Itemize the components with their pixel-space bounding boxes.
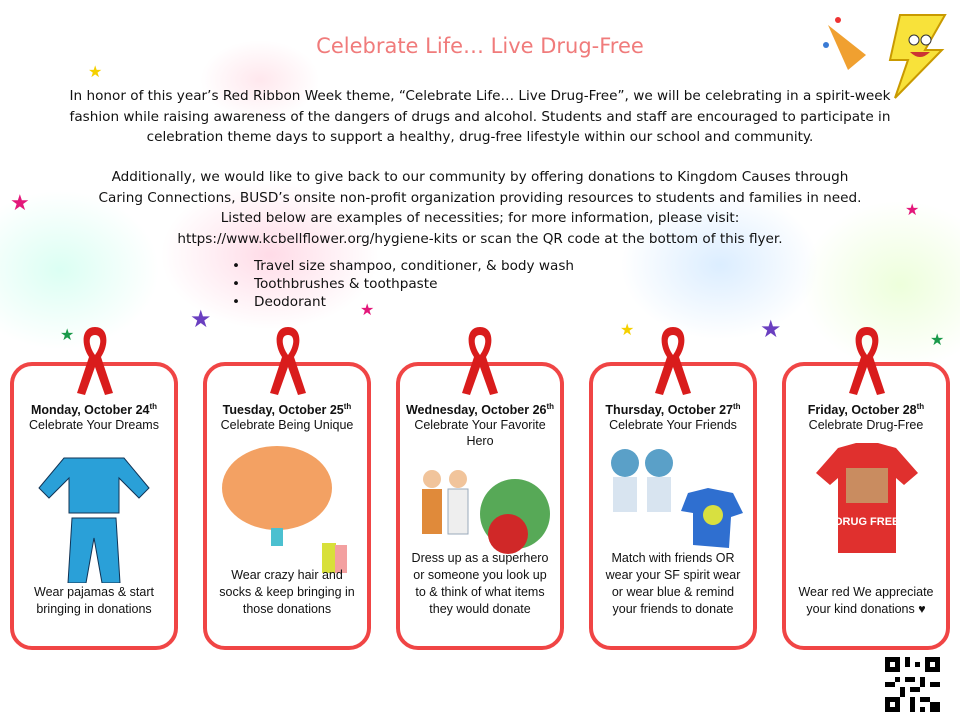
qr-code[interactable] bbox=[885, 657, 940, 712]
day-description: Wear pajamas & start bringing in donations bbox=[34, 585, 154, 616]
donation-paragraph bbox=[60, 167, 900, 249]
day-card-tuesday bbox=[203, 362, 371, 650]
day-theme: Celebrate Your Friends bbox=[609, 418, 737, 433]
donation-line: Caring Connections, BUSD’s onsite non-profit organization providing resources to students and families in need. bbox=[98, 189, 862, 206]
day-theme: Celebrate Your Favorite Hero bbox=[414, 418, 546, 449]
donation-link-line[interactable]: https://www.kcbellflower.org/hygiene-kits or scan the QR code at the bottom of this flyer. bbox=[177, 230, 783, 247]
donation-line: Additionally, we would like to give back to our community by offering donations to Kingdom Causes through bbox=[111, 169, 849, 185]
day-theme: Celebrate Being Unique bbox=[220, 418, 354, 433]
day-heading: Tuesday, October 25th bbox=[222, 402, 352, 418]
red-ribbon-icon bbox=[651, 323, 695, 395]
necessities-list bbox=[232, 257, 574, 311]
donation-line: Listed below are examples of necessities; for more information, please visit: bbox=[220, 210, 740, 226]
day-heading: Monday, October 24th bbox=[30, 402, 158, 418]
day-theme: Celebrate Your Dreams bbox=[29, 418, 159, 433]
day-theme: Celebrate Drug-Free bbox=[808, 418, 924, 433]
list-item: • Travel size shampoo, conditioner, & body wash bbox=[232, 257, 574, 275]
list-item: • Deodorant bbox=[232, 293, 574, 311]
list-item: • Toothbrushes & toothpaste bbox=[232, 275, 574, 293]
intro-paragraph: In honor of this year’s Red Ribbon Week theme, “Celebrate Life… Live Drug-Free”, we will be celebrating in a spirit-week fashion while raising awareness of the dangers of drugs and alcohol. Students and staff are encouraged to participate in celebration theme days to support a healthy, drug-free lifestyle within our school and community. bbox=[69, 88, 891, 145]
day-description: Wear red We appreciate your kind donations ♥ bbox=[798, 585, 934, 616]
crazy-hair-socks-image bbox=[207, 433, 367, 583]
drug-free-shirt-image bbox=[786, 433, 946, 583]
red-ribbon-icon bbox=[73, 323, 117, 395]
day-heading: Friday, October 28th bbox=[807, 402, 925, 418]
svg-text:DRUG FREE: DRUG FREE bbox=[834, 516, 900, 529]
red-ribbon-icon bbox=[266, 323, 310, 395]
day-description: Wear crazy hair and socks & keep bringing in those donations bbox=[219, 568, 355, 616]
day-description: Dress up as a superhero or someone you look up to & think of what items they would donate bbox=[411, 551, 549, 616]
day-card-thursday bbox=[589, 362, 757, 650]
day-card-monday bbox=[10, 362, 178, 650]
pajamas-image bbox=[14, 433, 174, 583]
page-title: Celebrate Life… Live Drug-Free bbox=[316, 34, 644, 58]
day-card-wednesday bbox=[396, 362, 564, 650]
red-ribbon-icon bbox=[458, 323, 502, 395]
day-description: Match with friends OR wear your SF spirit wear or wear blue & remind your friends to donate bbox=[605, 551, 741, 616]
day-heading: Wednesday, October 26th bbox=[405, 402, 555, 418]
day-card-friday bbox=[782, 362, 950, 650]
day-heading: Thursday, October 27th bbox=[605, 402, 741, 418]
red-ribbon-icon bbox=[845, 323, 889, 395]
